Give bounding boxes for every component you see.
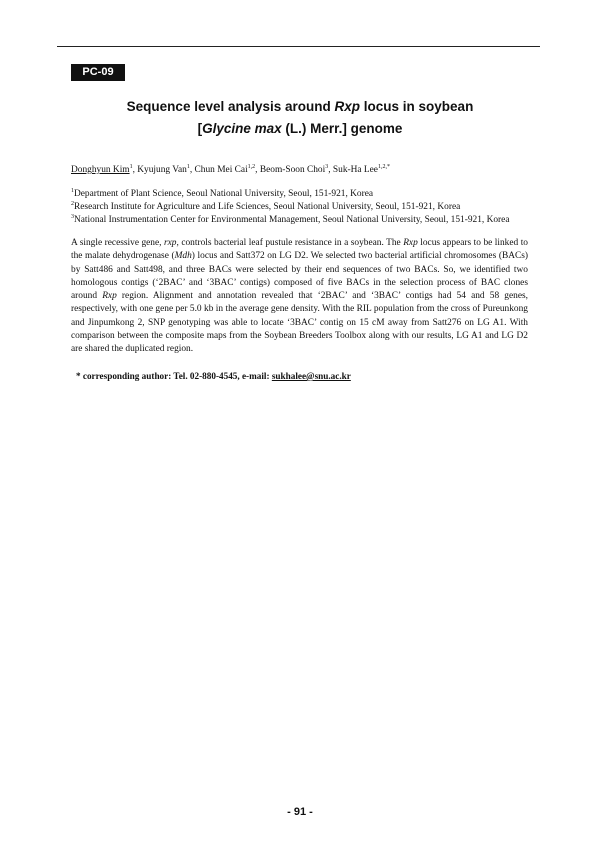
abstract-text: A single recessive gene, <box>71 238 164 248</box>
title-line2-rest: (L.) Merr.] genome <box>281 121 403 136</box>
abstract-text: ) locus and Satt372 on LG D2. We selected two bacterial artificial chromosomes (BACs) by Satt486 and Satt498, and three BACs were selected by their end sequences of two BACs. So, we identified two homologous contigs (‘2BAC’ and ‘3BAC’ contigs) composed of five BACs in the selection process of BAC clones around <box>71 251 528 302</box>
abstract-gene: Rxp <box>403 238 418 248</box>
abstract-text: , controls bacterial leaf pustule resistance in a soybean. The <box>176 238 404 248</box>
affiliation-mark: 3 <box>71 213 74 220</box>
affiliation-text: Research Institute for Agriculture and Life Sciences, Seoul National University, Seoul, 151-921, Korea <box>74 202 461 212</box>
affiliation-text: National Instrumentation Center for Environmental Management, Seoul National University, Seoul, 151-921, Korea <box>74 215 510 225</box>
author-affil-mark: 3 <box>325 163 329 170</box>
author-separator: , <box>255 165 260 175</box>
paper-title <box>60 96 540 140</box>
author-separator: , <box>132 165 138 175</box>
author-name: Chun Mei Cai <box>194 165 248 175</box>
abstract-text: locus appears to be linked to the malate dehydrogenase ( <box>71 238 528 262</box>
author-affil-mark: 1 <box>129 163 133 170</box>
author-separator: , <box>328 165 333 175</box>
page-number: - 91 - <box>287 806 313 818</box>
author-affil-mark: 1,2,* <box>377 163 390 170</box>
abstract-body <box>71 237 528 357</box>
abstract-text: region. Alignment and annotation revealed that ‘2BAC’ and ‘3BAC’ contigs had 54 and 58 genes, respectively, with one gene per 5.0 kb in the average gene density. With the RIL population from the cross of Pureunkong and Jinpumkong 2, SNP genotyping was able to locate ‘3BAC’ contig on 15 cM away from Satt276 on LG A1. With comparison between the composite maps from the Soybean Breeders Toolbox along with our results, LG A1 and LG D2 are shared the duplicated region. <box>71 291 528 355</box>
affiliation-list <box>71 188 509 227</box>
affiliation-item <box>71 188 509 201</box>
top-rule <box>57 46 540 47</box>
affiliation-item <box>71 214 509 227</box>
author-separator: , <box>189 165 195 175</box>
author-name: Donghyun Kim <box>71 165 130 175</box>
corresponding-email-link[interactable]: sukhalee@snu.ac.kr <box>271 371 351 381</box>
author-name: Beom-Soon Choi <box>259 165 326 175</box>
affiliation-text: Department of Plant Science, Seoul National University, Seoul, 151-921, Korea <box>74 189 374 199</box>
author-list <box>71 165 390 175</box>
session-badge: PC-09 <box>71 64 125 81</box>
corresponding-label: * corresponding author: Tel. 02-880-4545, e-mail: <box>76 371 272 381</box>
title-line2-open: [ <box>197 121 203 136</box>
author-affil-mark: 1,2 <box>247 163 256 170</box>
title-line1-a: Sequence level analysis around <box>126 99 335 114</box>
title-line1-b: locus in soybean <box>360 99 474 114</box>
affiliation-item <box>71 201 509 214</box>
author-name: Kyujung Van <box>137 165 187 175</box>
affiliation-mark: 2 <box>71 200 74 207</box>
corresponding-author <box>76 371 351 381</box>
abstract-gene: Mdh <box>174 251 192 262</box>
title-species: Glycine max <box>202 121 282 136</box>
author-affil-mark: 1 <box>186 163 190 170</box>
abstract-gene: rxp <box>164 238 177 248</box>
title-gene: Rxp <box>334 99 361 114</box>
affiliation-mark: 1 <box>71 187 74 194</box>
abstract-gene: Rxp <box>102 291 117 302</box>
author-name: Suk-Ha Lee <box>332 165 378 175</box>
